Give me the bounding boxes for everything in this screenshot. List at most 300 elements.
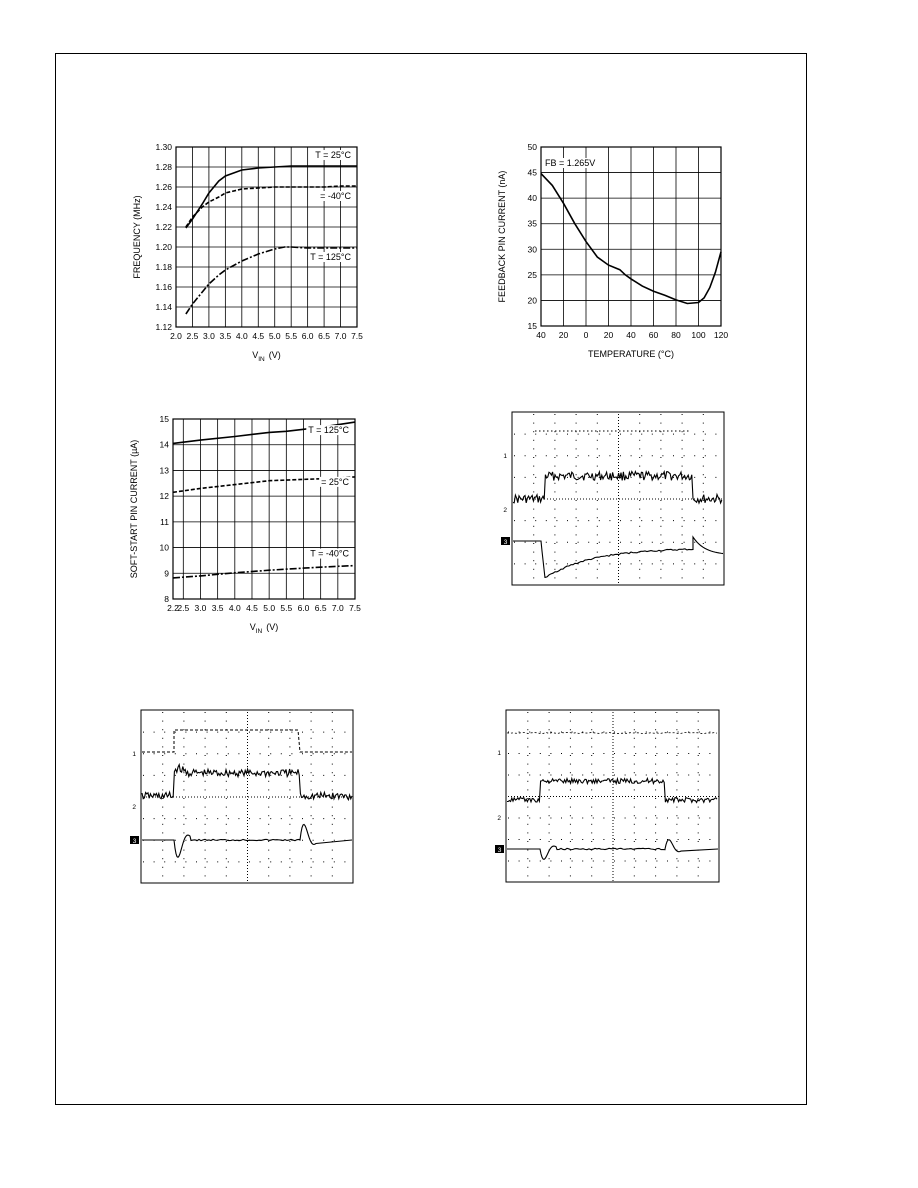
graticule-dot — [698, 832, 699, 833]
graticule-dot — [698, 764, 699, 765]
graticule-dot — [311, 772, 312, 773]
graticule-dot — [247, 874, 248, 875]
graticule-dot — [685, 796, 686, 797]
graticule-dot — [311, 789, 312, 790]
graticule-dot — [247, 748, 248, 749]
y-axis-label: FEEDBACK PIN CURRENT (nA) — [497, 170, 507, 303]
graticule-dot — [247, 862, 248, 863]
graticule-dot — [676, 721, 677, 722]
graticule-dot — [556, 455, 557, 456]
graticule-dot — [631, 434, 632, 435]
graticule-dot — [652, 455, 653, 456]
gridlines — [173, 419, 355, 599]
graticule-dot — [660, 509, 661, 510]
graticule-dot — [618, 528, 619, 529]
graticule-dot — [247, 877, 248, 878]
series-annotation: T = -40°C — [310, 548, 349, 559]
graticule-dot — [311, 815, 312, 816]
graticule-dot — [311, 867, 312, 868]
graticule-dot — [660, 577, 661, 578]
graticule-dot — [200, 797, 201, 798]
graticule-dot — [652, 434, 653, 435]
graticule-dot — [567, 563, 568, 564]
graticule-dot — [247, 808, 248, 809]
graticule-dot — [598, 796, 599, 797]
graticule-dot — [618, 537, 619, 538]
graticule-dot — [533, 414, 534, 415]
graticule-dot — [676, 755, 677, 756]
graticule-dot — [183, 764, 184, 765]
graticule-dot — [591, 858, 592, 859]
graticule-dot — [678, 861, 679, 862]
graticule-dot — [533, 569, 534, 570]
graticule-dot — [519, 732, 520, 733]
graticule-dot — [205, 824, 206, 825]
graticule-dot — [341, 797, 342, 798]
graticule-dot — [682, 499, 683, 500]
graticule-dot — [684, 542, 685, 543]
graticule-dot — [618, 564, 619, 565]
x-tick-label: 4.0 — [228, 603, 241, 613]
graticule-dot — [527, 841, 528, 842]
plot-frame — [176, 147, 357, 327]
y-tick-label: 14 — [159, 439, 169, 450]
graticule-dot — [293, 797, 294, 798]
graticule-dot — [268, 875, 269, 876]
graticule-dot — [205, 807, 206, 808]
graticule-dot — [613, 748, 614, 749]
graticule-dot — [639, 500, 640, 501]
graticule-dot — [660, 500, 661, 501]
graticule-dot — [673, 499, 674, 500]
graticule-dot — [588, 434, 589, 435]
graticule-dot — [597, 431, 598, 432]
graticule-dot — [655, 764, 656, 765]
x-tick-label: 5.0 — [263, 603, 276, 613]
graticule-dot — [529, 861, 530, 862]
scope-capture-2 — [130, 710, 353, 883]
graticule-dot — [639, 423, 640, 424]
graticule-dot — [682, 457, 683, 458]
graticule-dot — [535, 434, 536, 435]
graticule-dot — [242, 797, 243, 798]
y-axis-label: FREQUENCY (MHz) — [132, 195, 142, 279]
y-tick-label: 1.18 — [155, 262, 172, 272]
graticule-dot — [540, 775, 541, 776]
graticule-dot — [529, 839, 530, 840]
graticule-dot — [582, 775, 583, 776]
graticule-dot — [247, 856, 248, 857]
graticule-dot — [527, 738, 528, 739]
graticule-dot — [578, 542, 579, 543]
graticule-dot — [618, 432, 619, 433]
graticule-dot — [547, 796, 548, 797]
graticule-dot — [519, 839, 520, 840]
graticule-dot — [289, 738, 290, 739]
graticule-dot — [257, 797, 258, 798]
graticule-dot — [635, 753, 636, 754]
graticule-dot — [334, 861, 335, 862]
graticule-dot — [334, 753, 335, 754]
graticule-dot — [247, 832, 248, 833]
graticule-dot — [601, 499, 602, 500]
graticule-dot — [247, 787, 248, 788]
graticule-dot — [678, 839, 679, 840]
graticule-dot — [618, 465, 619, 466]
graticule-dot — [634, 815, 635, 816]
graticule-dot — [162, 721, 163, 722]
graticule-dot — [540, 753, 541, 754]
scope-trace — [513, 472, 722, 504]
graticule-dot — [247, 733, 248, 734]
graticule-dot — [703, 440, 704, 441]
graticule-dot — [162, 815, 163, 816]
graticule-dot — [533, 491, 534, 492]
graticule-dot — [529, 753, 530, 754]
graticule-dot — [281, 775, 282, 776]
graticule-dot — [525, 455, 526, 456]
graticule-dot — [344, 775, 345, 776]
graticule-dot — [673, 520, 674, 521]
graticule-dot — [546, 563, 547, 564]
graticule-dot — [254, 797, 255, 798]
graticule-dot — [287, 797, 288, 798]
graticule-dot — [597, 552, 598, 553]
graticule-dot — [655, 729, 656, 730]
graticule-dot — [705, 434, 706, 435]
graticule-dot — [247, 859, 248, 860]
graticule-dot — [546, 455, 547, 456]
graticule-dot — [533, 543, 534, 544]
graticule-dot — [583, 796, 584, 797]
graticule-dot — [508, 818, 509, 819]
graticule-dot — [554, 517, 555, 518]
graticule-dot — [618, 426, 619, 427]
graticule-dot — [205, 755, 206, 756]
graticule-dot — [618, 498, 619, 499]
graticule-dot — [289, 875, 290, 876]
graticule-dot — [660, 491, 661, 492]
graticule-dot — [655, 499, 656, 500]
graticule-dot — [549, 858, 550, 859]
graticule-dot — [289, 781, 290, 782]
graticule-dot — [533, 440, 534, 441]
graticule-dot — [535, 477, 536, 478]
graticule-dot — [646, 499, 647, 500]
graticule-dot — [260, 753, 261, 754]
graticule-dot — [281, 818, 282, 819]
graticule-dot — [618, 573, 619, 574]
graticule-dot — [561, 753, 562, 754]
graticule-dot — [678, 818, 679, 819]
channel-marker-label: 3 — [132, 838, 137, 845]
graticule-dot — [709, 753, 710, 754]
graticule-dot — [226, 738, 227, 739]
graticule-dot — [715, 434, 716, 435]
graticule-dot — [217, 753, 218, 754]
graticule-dot — [613, 751, 614, 752]
graticule-dot — [678, 753, 679, 754]
graticule-dot — [226, 824, 227, 825]
graticule-dot — [604, 499, 605, 500]
graticule-dot — [625, 839, 626, 840]
graticule-dot — [247, 796, 248, 797]
channel-marker-label: 1 — [132, 751, 136, 758]
graticule-dot — [673, 455, 674, 456]
graticule-dot — [618, 555, 619, 556]
graticule-dot — [205, 781, 206, 782]
graticule-dot — [332, 764, 333, 765]
graticule-dot — [183, 832, 184, 833]
graticule-dot — [595, 499, 596, 500]
graticule-dot — [634, 858, 635, 859]
graticule-dot — [673, 542, 674, 543]
graticule-dot — [620, 542, 621, 543]
graticule-dot — [289, 867, 290, 868]
graticule-dot — [618, 552, 619, 553]
graticule-dot — [179, 797, 180, 798]
graticule-dot — [613, 877, 614, 878]
graticule-dot — [646, 861, 647, 862]
graticule-dot — [570, 721, 571, 722]
graticule-dot — [247, 802, 248, 803]
graticule-dot — [247, 841, 248, 842]
graticule-dot — [247, 880, 248, 881]
graticule-dot — [614, 861, 615, 862]
graticule-dot — [613, 871, 614, 872]
graticule-dot — [538, 796, 539, 797]
graticule-dot — [662, 434, 663, 435]
graticule-dot — [554, 483, 555, 484]
graticule-dot — [226, 764, 227, 765]
x-axis-label-unit: (V) — [268, 350, 281, 360]
graticule-dot — [547, 499, 548, 500]
graticule-dot — [649, 796, 650, 797]
graticule-dot — [640, 796, 641, 797]
graticule-dot — [676, 867, 677, 868]
x-tick-label: 4.5 — [252, 331, 265, 341]
channel-marker-label: 2 — [132, 804, 136, 811]
graticule-dot — [656, 753, 657, 754]
graticule-dot — [535, 499, 536, 500]
graticule-dot — [155, 797, 156, 798]
graticule-dot — [332, 832, 333, 833]
graticule-dot — [205, 815, 206, 816]
graticule-dot — [703, 509, 704, 510]
graticule-dot — [323, 732, 324, 733]
graticule-dot — [676, 781, 677, 782]
y-tick-label: 1.16 — [155, 282, 172, 292]
graticule-dot — [226, 875, 227, 876]
graticule-dot — [597, 457, 598, 458]
graticule-dot — [302, 753, 303, 754]
series-annotation: = 25°C — [321, 476, 349, 487]
x-tick-label: 6.0 — [297, 603, 310, 613]
graticule-dot — [226, 781, 227, 782]
graticule-dot — [703, 517, 704, 518]
graticule-dot — [655, 721, 656, 722]
graticule-dot — [625, 753, 626, 754]
graticule-dot — [226, 832, 227, 833]
graticule-dot — [698, 712, 699, 713]
graticule-dot — [613, 841, 614, 842]
graticule-dot — [514, 434, 515, 435]
x-tick-label: 120 — [713, 330, 729, 340]
graticule-dot — [618, 507, 619, 508]
graticule-dot — [519, 818, 520, 819]
graticule-dot — [572, 775, 573, 776]
x-tick-label: 6.5 — [318, 331, 331, 341]
graticule-dot — [618, 486, 619, 487]
graticule-dot — [699, 753, 700, 754]
graticule-dot — [661, 796, 662, 797]
graticule-dot — [570, 807, 571, 808]
graticule-dot — [535, 796, 536, 797]
graticule-dot — [688, 818, 689, 819]
graticule-dot — [249, 818, 250, 819]
graticule-dot — [618, 459, 619, 460]
graticule-dot — [634, 796, 635, 797]
graticule-dot — [607, 796, 608, 797]
graticule-dot — [698, 798, 699, 799]
graticule-dot — [604, 796, 605, 797]
graticule-dot — [525, 563, 526, 564]
y-tick-label: 40 — [527, 193, 537, 204]
graticule-dot — [289, 858, 290, 859]
graticule-dot — [597, 543, 598, 544]
graticule-dot — [185, 797, 186, 798]
graticule-dot — [527, 850, 528, 851]
graticule-dot — [554, 509, 555, 510]
graticule-dot — [685, 499, 686, 500]
graticule-dot — [703, 491, 704, 492]
graticule-dot — [249, 732, 250, 733]
graticule-dot — [247, 799, 248, 800]
graticule-dot — [639, 466, 640, 467]
graticule-dot — [549, 807, 550, 808]
graticule-dot — [311, 824, 312, 825]
graticule-dot — [217, 732, 218, 733]
graticule-dot — [197, 797, 198, 798]
graticule-dot — [655, 875, 656, 876]
graticule-dot — [344, 753, 345, 754]
y-tick-label: 1.24 — [155, 202, 172, 212]
x-tick-label: 3.5 — [219, 331, 232, 341]
graticule-dot — [599, 563, 600, 564]
graticule-dot — [660, 440, 661, 441]
graticule-dot — [646, 839, 647, 840]
graticule-dot — [247, 793, 248, 794]
graticule-dot — [344, 818, 345, 819]
graticule-dot — [635, 775, 636, 776]
graticule-dot — [705, 542, 706, 543]
graticule-dot — [613, 814, 614, 815]
graticule-dot — [525, 542, 526, 543]
graticule-dot — [613, 847, 614, 848]
graticule-dot — [289, 712, 290, 713]
graticule-dot — [613, 874, 614, 875]
graticule-dot — [613, 793, 614, 794]
graticule-dot — [311, 858, 312, 859]
x-tick-label: 7.0 — [331, 603, 344, 613]
graticule-dot — [656, 861, 657, 862]
graticule-dot — [613, 784, 614, 785]
graticule-dot — [247, 790, 248, 791]
graticule-dot — [703, 448, 704, 449]
graticule-dot — [541, 796, 542, 797]
graticule-dot — [268, 824, 269, 825]
graticule-dot — [597, 577, 598, 578]
graticule-dot — [639, 509, 640, 510]
graticule-dot — [533, 560, 534, 561]
graticule-dot — [260, 797, 261, 798]
graticule-dot — [577, 499, 578, 500]
graticule-dot — [660, 526, 661, 527]
graticule-dot — [268, 798, 269, 799]
graticule-dot — [549, 875, 550, 876]
graticule-dot — [676, 772, 677, 773]
graticule-dot — [533, 483, 534, 484]
graticule-dot — [721, 499, 722, 500]
graticule-dot — [705, 520, 706, 521]
graticule-dot — [614, 775, 615, 776]
graticule-dot — [311, 781, 312, 782]
graticule-dot — [597, 509, 598, 510]
chart-annotation: FB = 1.265V — [545, 158, 596, 168]
graticule-dot — [570, 798, 571, 799]
graticule-dot — [205, 764, 206, 765]
graticule-dot — [247, 775, 248, 776]
graticule-dot — [185, 840, 186, 841]
graticule-dot — [226, 798, 227, 799]
graticule-dot — [311, 755, 312, 756]
graticule-dot — [332, 824, 333, 825]
graticule-dot — [576, 526, 577, 527]
graticule-dot — [175, 861, 176, 862]
graticule-dot — [591, 755, 592, 756]
graticule-dot — [652, 499, 653, 500]
chart-freq-vs-vin — [132, 142, 363, 363]
graticule-dot — [183, 781, 184, 782]
graticule-dot — [667, 796, 668, 797]
graticule-dot — [554, 577, 555, 578]
graticule-dot — [618, 579, 619, 580]
graticule-dot — [641, 542, 642, 543]
x-axis-label: TEMPERATURE (°C) — [588, 349, 674, 359]
graticule-dot — [570, 712, 571, 713]
graticule-dot — [641, 455, 642, 456]
graticule-dot — [703, 457, 704, 458]
graticule-dot — [613, 868, 614, 869]
series-annotation: T = 25°C — [315, 150, 351, 160]
graticule-dot — [308, 797, 309, 798]
graticule-dot — [162, 850, 163, 851]
graticule-dot — [574, 499, 575, 500]
graticule-dot — [540, 839, 541, 840]
graticule-dot — [667, 818, 668, 819]
graticule-dot — [302, 775, 303, 776]
graticule-dot — [533, 517, 534, 518]
graticule-dot — [613, 775, 614, 776]
graticule-dot — [546, 520, 547, 521]
graticule-dot — [268, 729, 269, 730]
y-tick-label: 1.14 — [155, 302, 172, 312]
graticule-dot — [533, 448, 534, 449]
graticule-dot — [580, 499, 581, 500]
graticule-dot — [613, 763, 614, 764]
graticule-dot — [183, 807, 184, 808]
graticule-dot — [616, 499, 617, 500]
